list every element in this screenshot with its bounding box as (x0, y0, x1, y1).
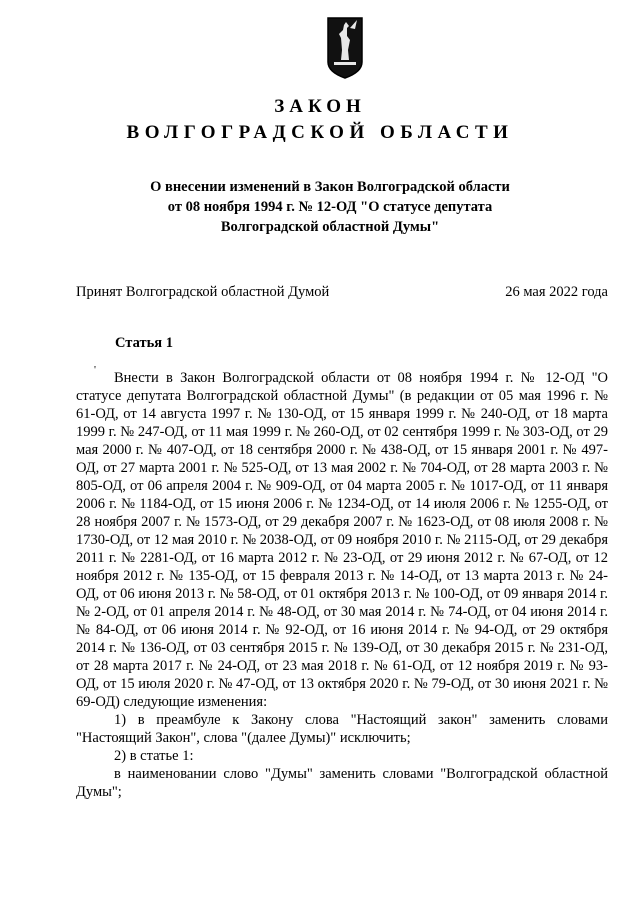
law-subject (60, 177, 600, 237)
subject-line: О внесении изменений в Закон Волгоградской области (150, 179, 510, 195)
article-item-paragraph: в наименовании слово "Думы" заменить словами "Волгоградской областной Думы"; (76, 766, 608, 800)
article-item-paragraph: 1) в преамбуле к Закону слова "Настоящий закон" заменить словами "Настоящий Закон", слова "(далее Думы)" исключить; (76, 712, 608, 746)
subject-line: Волгоградской областной Думы" (220, 219, 440, 235)
adopted-by: Принят Волгоградской областной Думой (76, 284, 330, 300)
scan-mark: ' (94, 364, 96, 376)
article-body (76, 369, 608, 801)
law-heading: ЗАКОН (274, 96, 366, 117)
region-heading: ВОЛГОГРАДСКОЙ ОБЛАСТИ (126, 122, 514, 143)
subject-line: от 08 ноября 1994 г. № 12-ОД "О статусе депутата (167, 199, 493, 215)
article-item-paragraph: 2) в статье 1: (114, 748, 194, 764)
coat-of-arms-icon (326, 16, 364, 80)
article-intro-paragraph: Внести в Закон Волгоградской области от 08 ноября 1994 г. № 12-ОД "О статусе депутата Волгоградской областной Думы" (в редакции от 05 мая 1996 г. № 61-ОД, от 14 августа 1997 г. № 130-ОД, от 15 января 1999 г. № 240-ОД, от 18 марта 1999 г. № 247-ОД, от 11 мая 1999 г. № 260-ОД, от 02 сентября 1999 г. № 303-ОД, от 29 мая 2000 г. № 407-ОД, от 18 сентября 2000 г. № 438-ОД, от 15 января 2001 г. № 497-ОД, от 27 марта 2001 г. № 525-ОД, от 13 мая 2002 г. № 704-ОД, от 28 марта 2003 г. № 805-ОД, от 06 апреля 2004 г. № 909-ОД, от 04 марта 2005 г. № 1017-ОД, от 11 января 2006 г. № 1184-ОД, от 15 июня 2006 г. № 1234-ОД, от 14 июля 2006 г. № 1255-ОД, от 28 ноября 2007 г. № 1573-ОД, от 29 декабря 2007 г. № 1623-ОД, от 08 июля 2008 г. № 1730-ОД, от 12 мая 2010 г. № 2038-ОД, от 09 ноября 2010 г. № 2115-ОД, от 29 декабря 2011 г. № 2281-ОД, от 16 марта 2012 г. № 23-ОД, от 29 июня 2012 г. № 67-ОД, от 12 ноября 2012 г. № 135-ОД, от 15 февраля 2013 г. № 14-ОД, от 13 марта 2013 г. № 24-ОД, от 06 июня 2013 г. № 58-ОД, от 01 октября 2013 г. № 100-ОД, от 09 января 2014 г. № 2-ОД, от 01 апреля 2014 г. № 48-ОД, от 30 мая 2014 г. № 74-ОД, от 04 июня 2014 г. № 84-ОД, от 06 июня 2014 г. № 92-ОД, от 16 июня 2014 г. № 94-ОД, от 29 октября 2014 г. № 136-ОД, от 03 сентября 2015 г. № 139-ОД, от 30 декабря 2015 г. № 231-ОД, от 28 марта 2017 г. № 24-ОД, от 23 мая 2018 г. № 61-ОД, от 12 ноября 2019 г. № 93-ОД, от 15 июля 2020 г. № 47-ОД, от 13 октября 2020 г. № 79-ОД, от 30 июня 2021 г. № 69-ОД) следующие изменения: (76, 370, 608, 710)
article-heading: Статья 1 (115, 335, 173, 351)
adoption-date: 26 мая 2022 года (505, 284, 608, 300)
